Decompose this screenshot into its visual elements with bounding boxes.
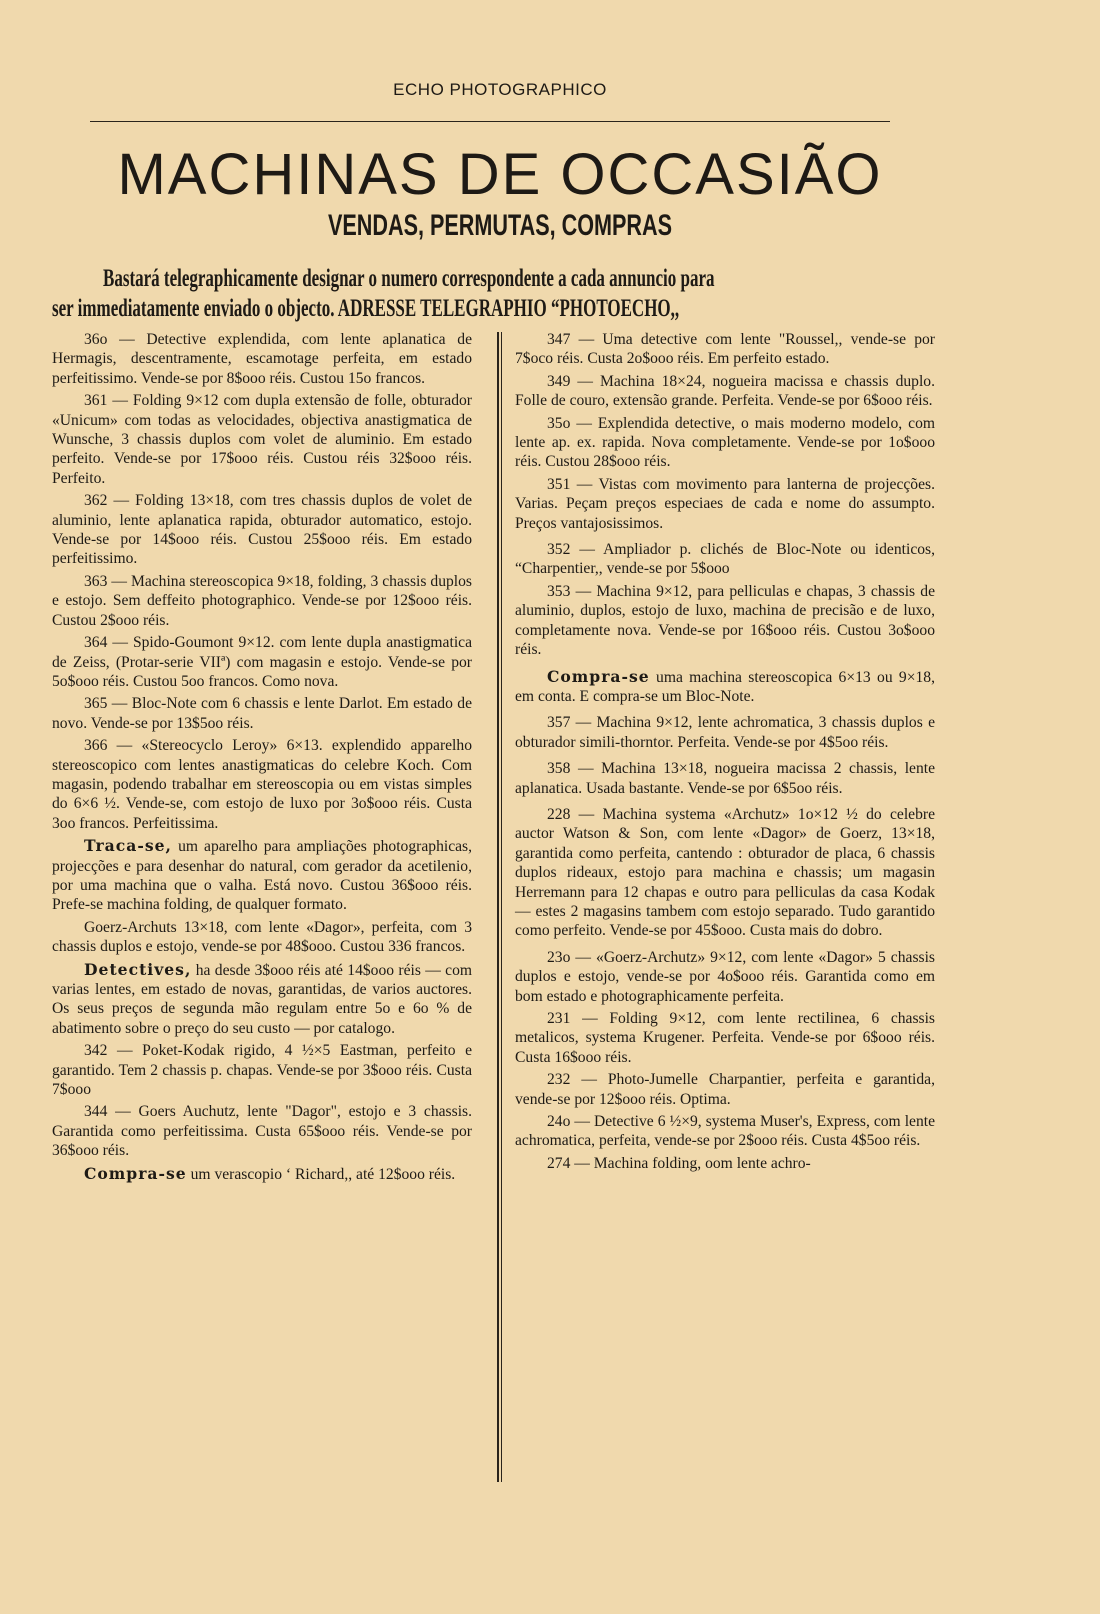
entry-text: ha desde 3$ooo réis até 14$ooo réis — com varias lentes, em estado de novas, garantidas, de varios auctores. Os seus preços de segunda mão regulam entre 5o e 6o % de abatimento sobre o preço do seu custo — por catalogo. xyxy=(52,961,473,1037)
page-subtitle: VENDAS, PERMUTAS, COMPRAS xyxy=(327,209,673,242)
classified-entry xyxy=(515,540,935,579)
entry-text: 351 — Vistas com movimento para lanterna de projecções. Varias. Peçam preços especiaes de cada e nome do assumpto. Preços vantajosissimos. xyxy=(515,475,935,532)
entry-lead: Compra-se xyxy=(84,1163,187,1183)
entry-text: 361 — Folding 9×12 com dupla extensão de folle, obturador «Unicum» com todas as velocidades, objectiva anastigmatica de Wunsche, 3 chassis duplos com volet de aluminio. Em estado perfeito. Vende-se por 17$ooo réis. Custou réis 32$ooo réis. Perfeito. xyxy=(52,392,472,487)
page-title: MACHINAS DE OCCASIÃO xyxy=(117,142,883,207)
classified-entry xyxy=(52,330,472,388)
entry-text: 358 — Machina 13×18, nogueira macissa 2 chassis, lente aplanatica. Usada bastante. Vende-se por 6$5oo réis. xyxy=(515,760,935,797)
classified-entry xyxy=(52,1041,472,1099)
classified-entry xyxy=(52,491,472,569)
classified-entry xyxy=(52,1102,472,1160)
entry-text: 363 — Machina stereoscopica 9×18, folding, 3 chassis duplos e estojo. Sem deffeito photographico. Vende-se por 12$ooo réis. Custou 2$ooo réis. xyxy=(52,572,472,629)
entry-text: 364 — Spido-Goumont 9×12. com lente dupla anastigmatica de Zeiss, (Protar-serie VIIª) com magasin e estojo. Vende-se por 5o$ooo réis. Custou 5oo francos. Como nova. xyxy=(52,634,472,690)
entry-text: 231 — Folding 9×12, com lente rectilinea, 6 chassis metalicos, systema Krugener. Perfeita. Vende-se por 6$ooo réis. Custa 16$ooo réis. xyxy=(515,1010,935,1066)
classified-entry xyxy=(515,1009,935,1067)
right-column xyxy=(515,330,935,1176)
classified-entry xyxy=(52,633,472,691)
entry-text: 228 — Machina systema «Archutz» 1o×12 ½ do celebre auctor Watson & Son, com lente «Dagor» de Goerz, 13×18, garantida como perfeita, cantendo : obturador de placa, 6 chassis duplos rideaux, estojo para machina e chassis; um magasin Herremann para 12 chapas e outro para pelliculas da casa Kodak — estes 2 magasins tambem com estojo separado. Tudo garantido como perfeito. Vende-se por 45$ooo. Custa mais do dobro. xyxy=(515,805,935,940)
classified-entry xyxy=(515,1154,935,1173)
classified-entry xyxy=(52,736,472,833)
classified-entry xyxy=(515,330,935,369)
classified-entry xyxy=(515,1070,935,1109)
entry-text: 353 — Machina 9×12, para pelliculas e chapas, 3 chassis de aluminio, duplos, estojo de luxo, machina de precisão e de luxo, completamente nova. Vende-se por 16$ooo réis. Custou 3o$ooo réis. xyxy=(515,582,935,659)
classified-entry xyxy=(52,391,472,488)
entry-text: 349 — Machina 18×24, nogueira macissa e chassis duplo. Folle de couro, extensão grande. Perfeita. Vende-se por 6$ooo réis. xyxy=(515,372,935,410)
column-divider-inner xyxy=(501,332,502,1482)
column-divider xyxy=(497,332,499,1482)
classified-entry xyxy=(515,948,935,1006)
left-column xyxy=(52,330,472,1187)
intro-notice xyxy=(52,264,916,324)
classified-entry xyxy=(515,414,935,472)
entry-text: 365 — Bloc-Note com 6 chassis e lente Darlot. Em estado de novo. Vende-se por 13$5oo réis. xyxy=(52,695,472,732)
classified-entry xyxy=(515,713,935,752)
classified-entry xyxy=(52,836,472,915)
entry-text: 35o — Explendida detective, o mais moderno modelo, com lente ap. ex. rapida. Nova completamente. Vende-se por 1o$ooo réis. Custou 28$ooo réis. xyxy=(515,414,935,471)
entry-lead: Compra-se xyxy=(547,666,650,686)
entry-text: 362 — Folding 13×18, com tres chassis duplos de volet de aluminio, lente aplanatica rapida, obturador automatico, estojo. Vende-se por 14$ooo réis. Custou 25$ooo réis. Em estado perfeitissimo. xyxy=(52,492,472,568)
classified-entry xyxy=(52,694,472,733)
classified-entry xyxy=(515,759,935,798)
classified-entry xyxy=(52,960,472,1039)
entry-text: 366 — «Stereocyclo Leroy» 6×13. explendido apparelho stereoscopico com lentes anastigmaticas do celebre Koch. Com magasin, podendo trabalhar em stereoscopia ou em vistas simples do 6×6 ½. Vende-se, com estojo de luxo por 3o$ooo réis. Custa 3oo francos. Perfeitissima. xyxy=(52,737,472,832)
running-head: ECHO PHOTOGRAPHICO xyxy=(393,80,607,99)
intro-line-1: Bastará telegraphicamente designar o numero correspondente a cada annuncio para xyxy=(103,265,715,292)
classified-entry xyxy=(52,918,472,957)
entry-text: 342 — Poket-Kodak rigido, 4 ½×5 Eastman, perfeito e garantido. Tem 2 chassis p. chapas. Vende-se por 3$ooo réis. Custa 7$ooo xyxy=(52,1042,472,1099)
header-rule xyxy=(90,121,890,122)
classified-entry xyxy=(515,805,935,941)
entry-text: 357 — Machina 9×12, lente achromatica, 3 chassis duplos e obturador simili-thorntor. Perfeita. Vende-se por 4$5oo réis. xyxy=(515,714,935,751)
entry-text: 347 — Uma detective com lente "Roussel,, vende-se por 7$oco réis. Custa 2o$ooo réis. Em perfeito estado. xyxy=(515,331,935,368)
classified-entry xyxy=(515,582,935,660)
entry-text: 36o — Detective explendida, com lente aplanatica de Hermagis, descentramente, escamotage perfeita, em estado perfeitissimo. Vende-se por 8$ooo réis. Custou 15o francos. xyxy=(52,331,472,387)
classified-entry xyxy=(515,1112,935,1151)
intro-line-2: ser immediatamente enviado o objecto. ADRESSE TELEGRAPHIO “PHOTOECHO,, xyxy=(52,295,680,322)
entry-lead: Detectives, xyxy=(84,959,192,979)
classified-entry xyxy=(52,572,472,630)
entry-text: 232 — Photo-Jumelle Charpantier, perfeita e garantida, vende-se por 12$ooo réis. Optima. xyxy=(515,1071,935,1108)
entry-text: 352 — Ampliador p. clichés de Bloc-Note ou identicos, “Charpentier,, vende-se por 5$ooo xyxy=(515,541,935,578)
entry-text: 23o — «Goerz-Archutz» 9×12, com lente «Dagor» 5 chassis duplos e estojo, vende-se por 4o$ooo réis. Garantida como em bom estado e photographicamente perfeita. xyxy=(515,948,935,1005)
entry-text: 344 — Goers Auchutz, lente "Dagor", estojo e 3 chassis. Garantida como perfeitissima. Custa 65$ooo réis. Vende-se por 36$ooo réis. xyxy=(52,1103,472,1160)
classified-entry xyxy=(515,475,935,533)
entry-lead: Traca-se, xyxy=(84,836,172,856)
entry-text: 24o — Detective 6 ½×9, systema Muser's, Express, com lente achromatica, perfeita, vende-se por 2$ooo réis. Custa 4$5oo réis. xyxy=(515,1113,935,1150)
classified-entry xyxy=(52,1164,472,1184)
entry-text: uma machina stereoscopica 6×13 ou 9×18, em conta. E compra-se um Bloc-Note. xyxy=(515,668,935,705)
entry-text: Goerz-Archuts 13×18, com lente «Dagor», perfeita, com 3 chassis duplos e estojo, vende-se por 48$ooo. Custou 336 francos. xyxy=(52,918,472,956)
classified-entry xyxy=(515,372,935,411)
classified-entry xyxy=(515,667,935,707)
entry-text: um aparelho para ampliações photographicas, projecções e para desenhar do natural, com gerador da acetilenio, por uma machina que o valha. Está novo. Custou 36$ooo réis. Prefe-se machina folding, de qualquer formato. xyxy=(52,838,473,914)
entry-text: um verascopio ‘ Richard,, até 12$ooo réis. xyxy=(190,1165,456,1183)
entry-text: 274 — Machina folding, oom lente achro- xyxy=(547,1154,811,1172)
